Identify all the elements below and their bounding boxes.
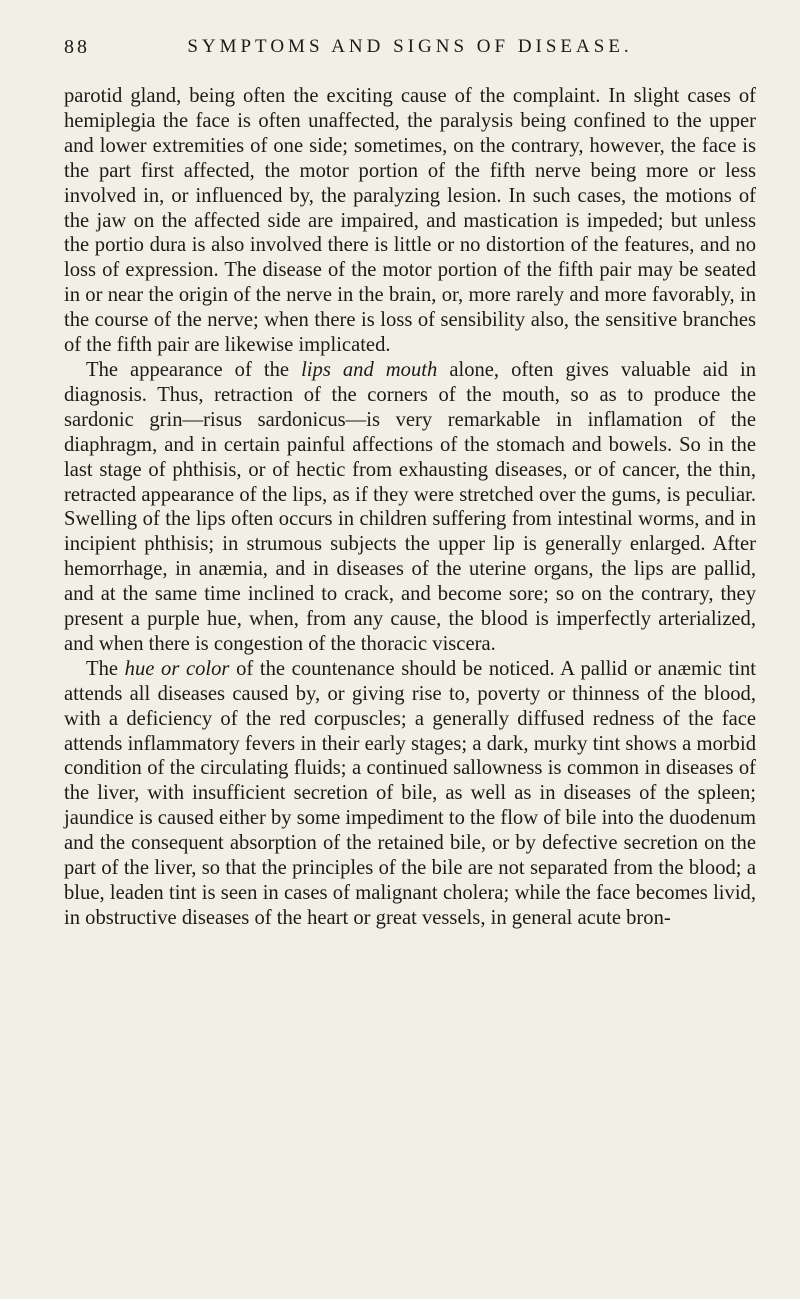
body-text xyxy=(64,84,756,931)
paragraph-rest: alone, often gives valuable aid in diagnosis. Thus, retraction of the corners of the mouth, so as to produce the sardonic grin—risus sardonicus—is very remarkable in inflamation of the diaphragm, and in certain painful affections of the stomach and bowels. So in the last stage of phthisis, or of hectic from exhausting diseases, or of cancer, the thin, retracted appearance of the lips, as if they were stretched over the gums, is peculiar. Swelling of the lips often occurs in children suffering from intestinal worms, and in incipient phthisis; in strumous subjects the upper lip is generally enlarged. After hemorrhage, in anæmia, and in diseases of the uterine organs, the lips are pallid, and at the same time inclined to crack, and become sore; so on the contrary, they present a purple hue, when, from any cause, the blood is imperfectly arterialized, and when there is congestion of the thoracic viscera. xyxy=(64,358,756,655)
running-head xyxy=(64,28,756,64)
paragraph-rest: of the countenance should be noticed. A pallid or anæmic tint attends all diseases caused by, or giving rise to, poverty or thinness of the blood, with a deficiency of the red corpuscles; a generally diffused redness of the face attends inflammatory fevers in their early stages; a dark, murky tint shows a morbid condition of the circulating fluids; a continued sallowness is common in diseases of the liver, with insufficient secretion of bile, as well as in diseases of the spleen; jaundice is caused either by some impediment to the flow of bile into the duodenum and the consequent absorption of the retained bile, or by defective secretion on the part of the liver, so that the principles of the bile are not separated from the blood; a blue, leaden tint is seen in cases of malignant cholera; while the face becomes livid, in obstructive diseases of the heart or great vessels, in general acute bron- xyxy=(64,657,757,929)
paragraph-lead: The xyxy=(86,657,125,680)
emphasis-hue-or-color: hue or color xyxy=(124,657,230,680)
page-number: 88 xyxy=(64,36,90,58)
paragraph-hemiplegia: parotid gland, being often the exciting cause of the complaint. In slight cases of hemiplegia the face is often unaffected, the paralysis being confined to the upper and lower extremities of one side; sometimes, on the contrary, however, the face is the part first affected, the motor portion of the fifth nerve being more or less involved in, or influenced by, the paralyzing lesion. In such cases, the motions of the jaw on the affected side are impaired, and mastication is impeded; but unless the portio dura is also involved there is little or no distortion of the features, and no loss of expression. The disease of the motor portion of the fifth pair may be seated in or near the origin of the nerve in the brain, or, more rarely and more favorably, in the course of the nerve; when there is loss of sensibility also, the sensitive branches of the fifth pair are likewise implicated. xyxy=(64,85,756,357)
running-head-title: SYMPTOMS AND SIGNS OF DISEASE. xyxy=(187,36,633,57)
paragraph-hue-or-color xyxy=(64,657,756,931)
paragraph-lips-and-mouth xyxy=(64,358,756,657)
emphasis-lips-and-mouth: lips and mouth xyxy=(301,358,438,381)
paragraph-lead: The appearance of the xyxy=(86,358,302,381)
